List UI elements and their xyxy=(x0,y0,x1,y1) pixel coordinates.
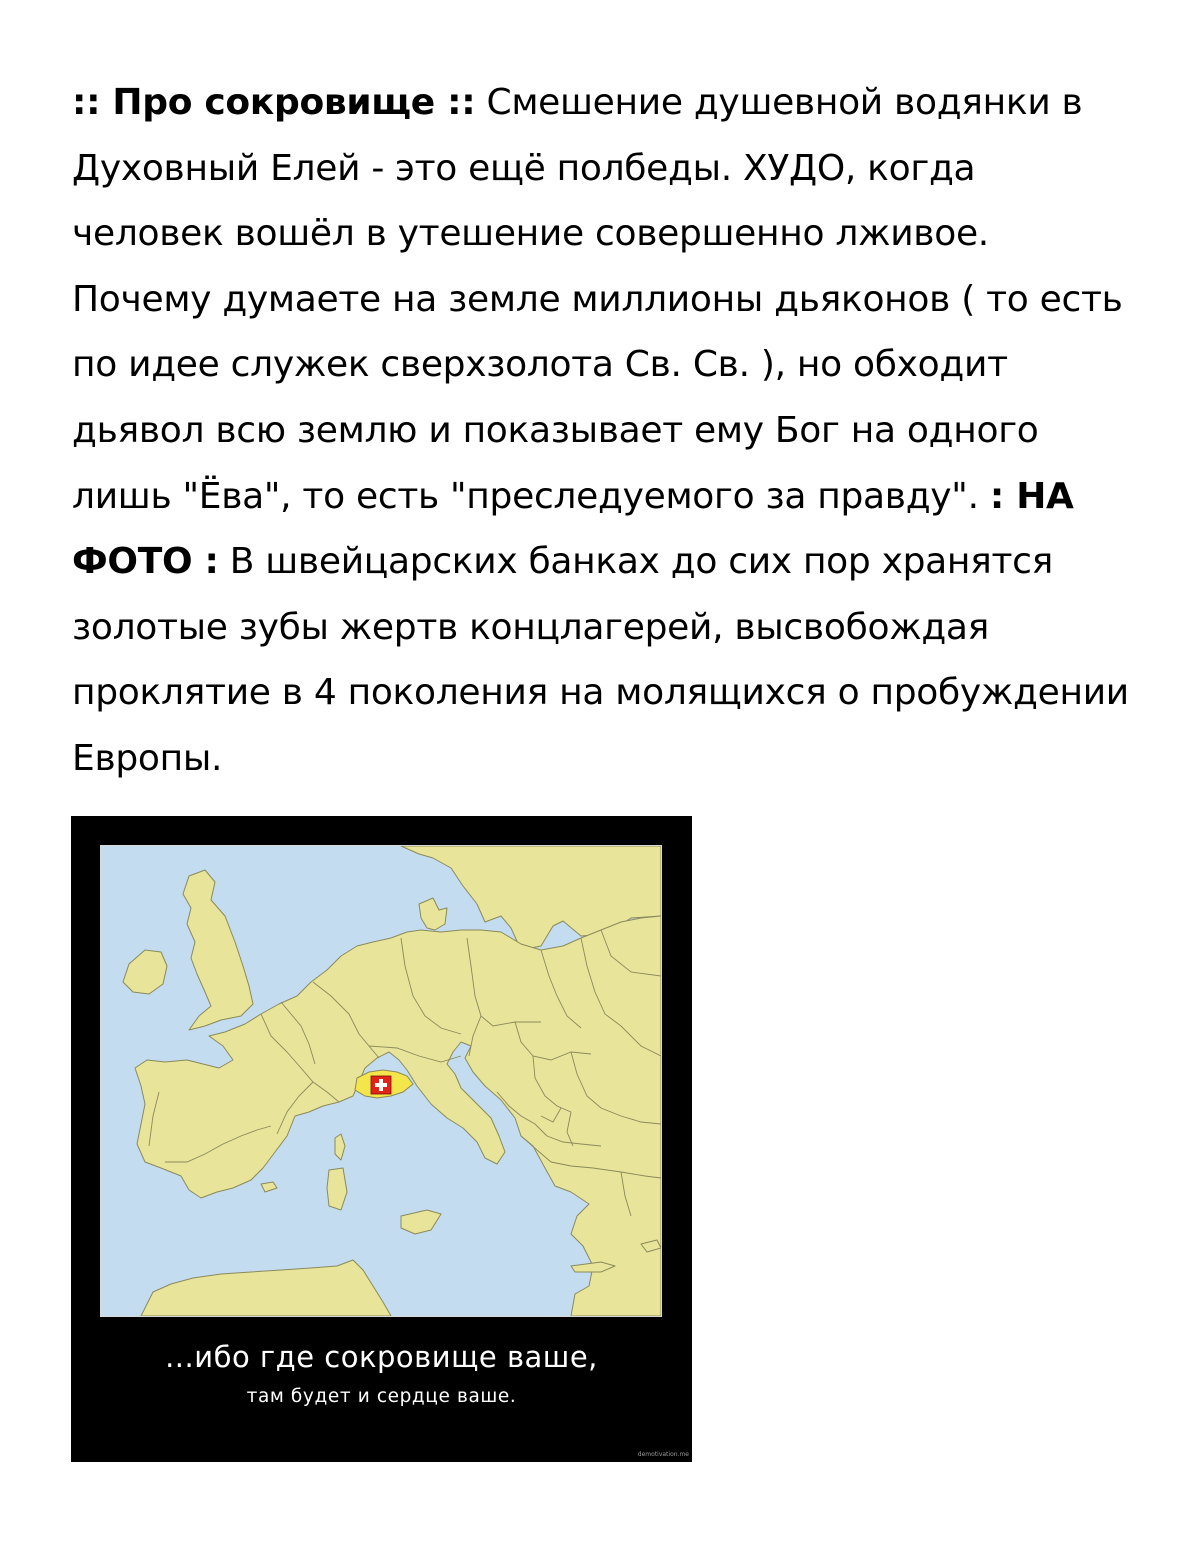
poster-caption-main: ...ибо где сокровище ваше, xyxy=(165,1340,598,1374)
photo-label: : НА ФОТО : xyxy=(72,475,1074,583)
poster-watermark: demotivation.me xyxy=(637,1451,689,1458)
swiss-flag-icon xyxy=(371,1076,391,1094)
article-body-part1: Смешение душевной водянки в Духовный Елей - это ещё полбеды. ХУДО, когда человек вошёл в утешение совершенно лживое. Почему думаете на земле миллионы дьяконов ( то есть по идее служек сверхзолота Св. Св. ), но обходит дьявол всю землю и показывает ему Бог на одного лишь "Ёва", то есть "преследуемого за правду". xyxy=(72,82,1123,517)
europe-map xyxy=(100,845,662,1317)
article-body-part2: В швейцарских банках до сих пор хранятся золотые зубы жертв концлагерей, высвобождая проклятие в 4 поколения на молящихся о пробуждении Европы. xyxy=(72,541,1129,779)
article-text xyxy=(72,70,1132,792)
demotivator-poster xyxy=(71,816,692,1462)
poster-caption-sub: там будет и сердце ваше. xyxy=(246,1386,517,1407)
europe-map-image xyxy=(101,846,661,1316)
article-heading: :: Про сокровище :: xyxy=(72,82,476,123)
